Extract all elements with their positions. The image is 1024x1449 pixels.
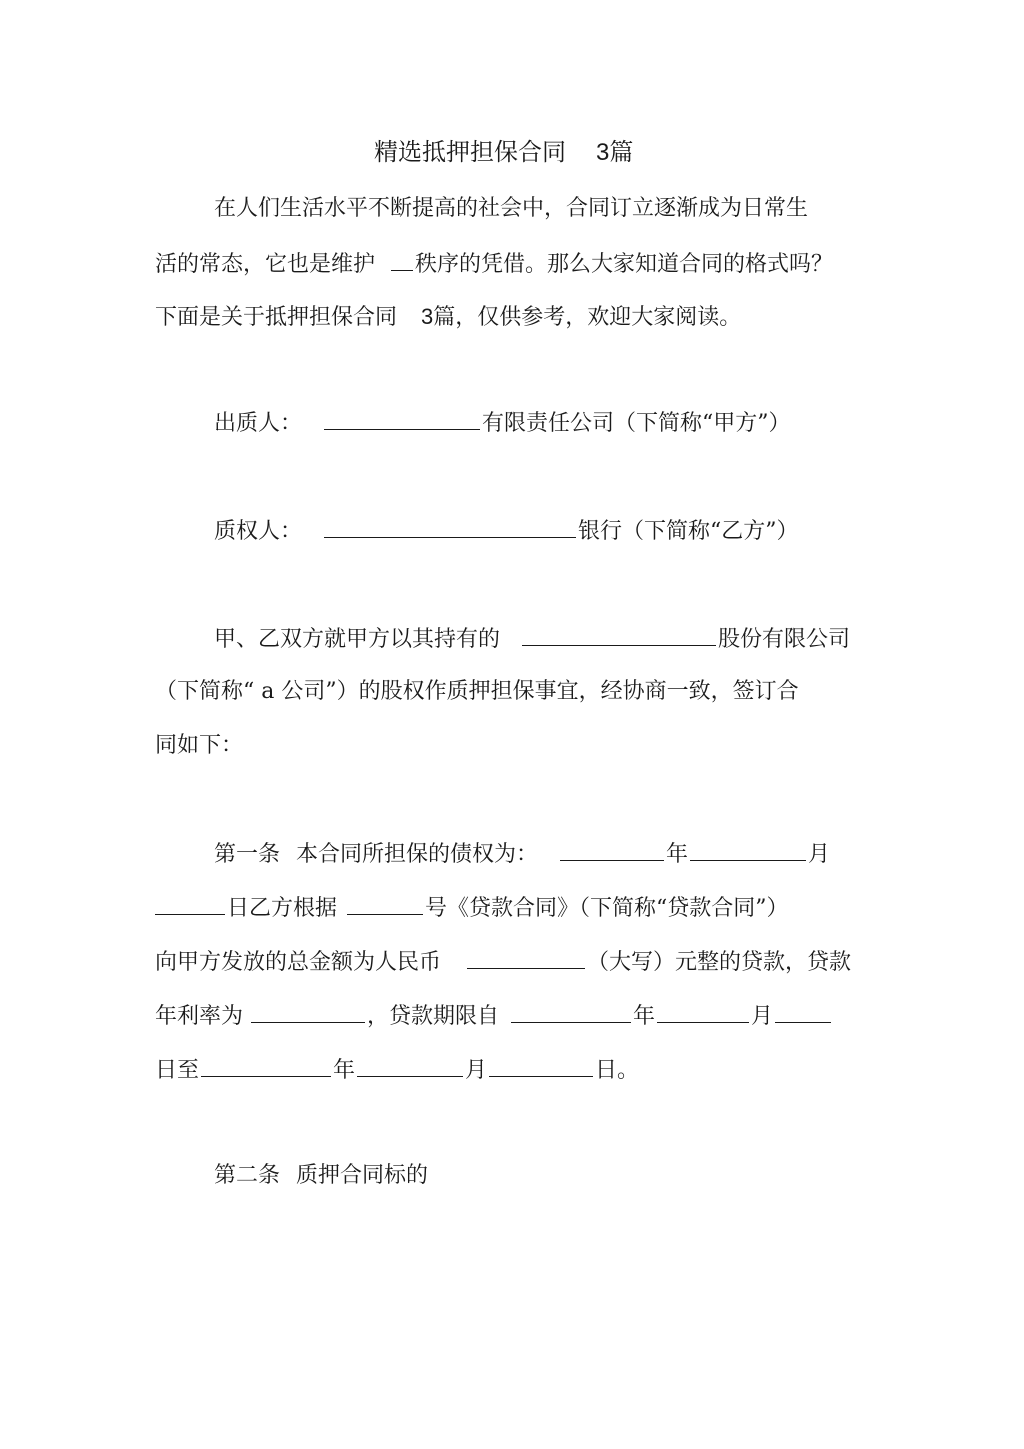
article1-line-1 bbox=[214, 838, 830, 870]
intro-line-2 bbox=[155, 248, 833, 280]
month-blank-1[interactable] bbox=[690, 838, 806, 861]
pledgor-blank[interactable] bbox=[324, 407, 480, 430]
title-count: 3篇 bbox=[596, 139, 634, 166]
article1-line-5 bbox=[155, 1054, 639, 1086]
article1-line-3 bbox=[155, 946, 851, 978]
document-title bbox=[374, 137, 633, 168]
article2-heading: 第二条 bbox=[214, 1163, 281, 1188]
intro-text-2b: 秩序的凭借。那么大家知道合同的格式吗？ bbox=[415, 252, 834, 277]
agreement-text-2: （下简称“ a 公司”）的股权作质押担保事宜，经协商一致，签订合 bbox=[155, 679, 799, 704]
agreement-line-2 bbox=[155, 677, 799, 707]
article2-text: 质押合同标的 bbox=[296, 1163, 429, 1188]
day-blank-3[interactable] bbox=[489, 1054, 593, 1077]
intro-line-3 bbox=[155, 302, 741, 333]
pledgee-blank[interactable] bbox=[324, 515, 576, 538]
article1-text-4b: ，贷款期限自 bbox=[367, 1004, 500, 1029]
article1-text-1a: 本合同所担保的债权为： bbox=[296, 842, 539, 867]
year-label-1: 年 bbox=[666, 842, 689, 867]
article1-line-2 bbox=[155, 892, 789, 924]
intro-text-3b: 3篇，仅供参考，欢迎大家阅读。 bbox=[421, 304, 742, 329]
year-label-2: 年 bbox=[633, 1004, 656, 1029]
rate-blank[interactable] bbox=[251, 1000, 365, 1023]
pledgor-line bbox=[214, 407, 791, 439]
intro-line-1 bbox=[214, 194, 808, 224]
month-blank-3[interactable] bbox=[357, 1054, 463, 1077]
agreement-text-3: 同如下： bbox=[155, 733, 244, 758]
title-main: 精选抵押担保合同 bbox=[374, 138, 566, 166]
month-label-2: 月 bbox=[751, 1004, 774, 1029]
month-label-3: 月 bbox=[465, 1058, 488, 1083]
article1-text-5end: 日。 bbox=[595, 1058, 640, 1083]
intro-text-2a: 活的常态，它也是维护 bbox=[155, 252, 376, 277]
year-label-3: 年 bbox=[333, 1058, 356, 1083]
pledgee-line bbox=[214, 515, 799, 547]
blank-order[interactable] bbox=[391, 248, 413, 271]
pledgor-label: 出质人： bbox=[214, 411, 303, 436]
agreement-text-1b: 股份有限公司 bbox=[718, 627, 851, 652]
month-label-1: 月 bbox=[808, 842, 831, 867]
amount-blank[interactable] bbox=[467, 946, 585, 969]
article1-text-2b: 号《贷款合同》（下简称“贷款合同”） bbox=[425, 896, 789, 921]
agreement-line-3 bbox=[155, 731, 243, 761]
article1-text-3b: （大写）元整的贷款，贷款 bbox=[587, 950, 852, 975]
agreement-text-1a: 甲、乙双方就甲方以其持有的 bbox=[214, 627, 501, 652]
day-blank-1[interactable] bbox=[155, 892, 225, 915]
article1-line-4 bbox=[155, 1000, 833, 1032]
pledgor-suffix: 有限责任公司（下简称“甲方”） bbox=[482, 411, 791, 436]
day-blank-2[interactable] bbox=[775, 1000, 831, 1023]
year-blank-2[interactable] bbox=[511, 1000, 631, 1023]
intro-text-3a: 下面是关于抵押担保合同 bbox=[155, 305, 398, 330]
article1-text-3a: 向甲方发放的总金额为人民币 bbox=[155, 950, 442, 975]
company-blank[interactable] bbox=[522, 623, 716, 646]
pledgee-suffix: 银行（下简称“乙方”） bbox=[578, 519, 799, 544]
article2-line bbox=[214, 1161, 428, 1191]
article1-text-4a: 年利率为 bbox=[155, 1004, 244, 1029]
year-blank-3[interactable] bbox=[201, 1054, 331, 1077]
intro-text-1: 在人们生活水平不断提高的社会中，合同订立逐渐成为日常生 bbox=[214, 196, 809, 221]
agreement-line-1 bbox=[214, 623, 850, 655]
year-blank-1[interactable] bbox=[560, 838, 664, 861]
article1-heading: 第一条 bbox=[214, 842, 281, 867]
article1-text-2a: 日乙方根据 bbox=[227, 896, 338, 921]
month-blank-2[interactable] bbox=[657, 1000, 749, 1023]
pledgee-label: 质权人： bbox=[214, 519, 303, 544]
contract-no-blank[interactable] bbox=[347, 892, 423, 915]
article1-text-5a: 日至 bbox=[155, 1058, 200, 1083]
